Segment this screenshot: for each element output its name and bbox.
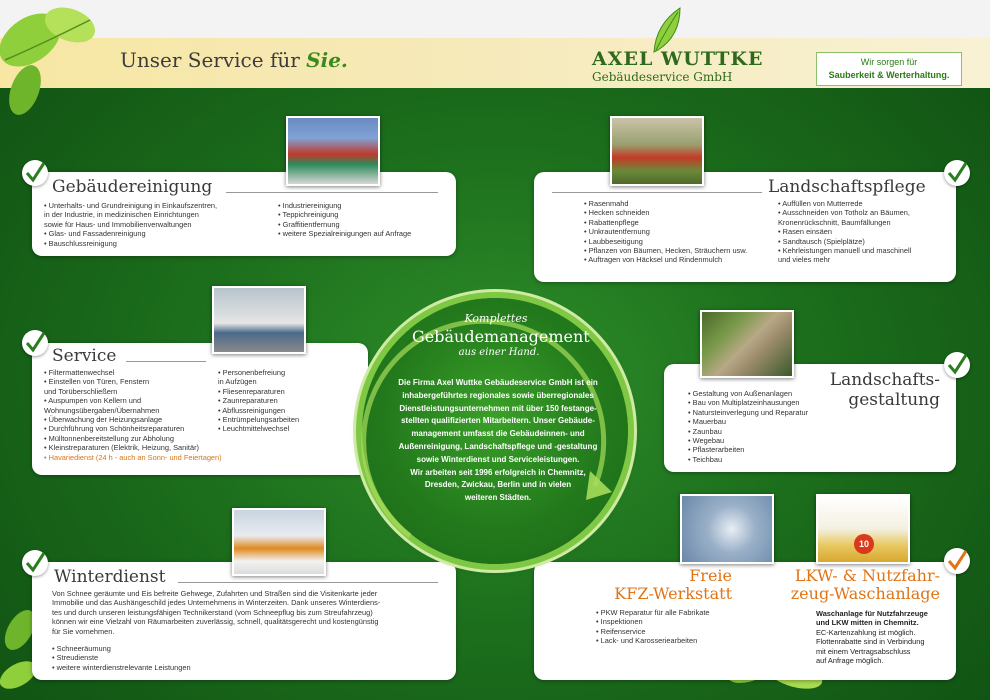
list-item: • Fliesenreparaturen [218, 387, 299, 396]
paragraph-line: für Sie vornehmen. [52, 626, 115, 636]
list-item: • Rabattenpflege [584, 218, 747, 227]
slogan-line-1: Wir sorgen für [860, 57, 918, 67]
list-item: • Industriereinigung [278, 201, 411, 210]
lkw-line: auf Anfrage möglich. [816, 656, 884, 666]
list-item: • Bau von Multiplatzeinhausungen [688, 398, 808, 407]
lkw-bold-line: Waschanlage für Nutzfahrzeuge [816, 609, 928, 618]
list-landschaftsgestaltung [688, 389, 808, 464]
slogan-box [816, 52, 962, 86]
photo-toy-truck [816, 494, 910, 564]
section-title-lkw [760, 567, 940, 603]
paragraph-line: Immobilie und das Aushängeschild jedes Unternehmens in Winterzeiten. Dank unseres Winterdiens- [52, 598, 381, 608]
section-title-gebaeudereinigung: Gebäudereinigung [52, 177, 213, 197]
list-item: • weitere winterdienstrelevante Leistungen [52, 663, 191, 672]
list-item: • Laubbeseitigung [584, 237, 747, 246]
checkmark-icon [22, 550, 48, 576]
list-landschaftspflege-col1 [584, 199, 747, 265]
leaves-decoration-icon [0, 0, 120, 120]
paragraph-line: tes und durch unseren leistungsfähigen Technikerstand (vom Schneepflug bis zum Streufahrzeug) [52, 607, 373, 617]
list-item: • Zaunbau [688, 427, 808, 436]
center-line: management umfasst die Gebäudeinnen- und [411, 429, 585, 439]
center-line: Dienstleistungsunternehmen mit über 150 festange- [399, 403, 597, 413]
list-item: • Bauschlussreinigung [44, 239, 217, 248]
paragraph-line: können wir eine Vielzahl von Räumarbeiten zuverlässig, schnell, qualitätsgerecht und kostengünstig [52, 617, 379, 627]
title-line-2: KFZ-Werkstatt [614, 584, 732, 603]
checkmark-orange-icon [944, 548, 970, 574]
list-service-col2 [218, 368, 299, 434]
list-item: • Teichbau [688, 455, 808, 464]
divider [178, 582, 438, 583]
list-item: und Torüberschließern [44, 386, 118, 396]
section-title-service: Service [52, 346, 117, 366]
list-item: • Kehrleistungen manuell und maschinell [778, 246, 911, 255]
list-item: • Pflanzen von Bäumen, Hecken, Sträuchern usw. [584, 246, 747, 255]
title-line-2: gestaltung [848, 390, 940, 410]
list-item: • Durchführung von Schönheitsreparaturen [44, 424, 222, 433]
section-title-winterdienst: Winterdienst [54, 567, 166, 587]
list-item: • Einstellen von Türen, Fenstern [44, 377, 222, 386]
list-item: • Ausschneiden von Totholz an Bäumen, [778, 208, 911, 217]
page-title [120, 48, 348, 72]
center-line: Die Firma Axel Wuttke Gebäudeservice GmbH ist ein [398, 378, 598, 387]
list-item: Kronenrückschnitt, Baumfällungen [778, 217, 891, 227]
logo-subtitle: Gebäudeservice GmbH [592, 70, 733, 84]
photo-garden-steps [700, 310, 794, 378]
list-item: • Lack- und Karosseriearbeiten [596, 636, 710, 645]
list-item: • Streudienste [52, 653, 191, 662]
divider [126, 361, 206, 362]
list-item: • PKW Reparatur für alle Fabrikate [596, 608, 710, 617]
list-item: • Rasenmahd [584, 199, 747, 208]
list-item: • Abflussreinigungen [218, 406, 299, 415]
checkmark-icon [944, 352, 970, 378]
title-line-1: Landschafts- [829, 370, 940, 390]
lkw-line: mit einem Vertragsabschluss [816, 646, 911, 656]
list-gebaeudereinigung-col1 [44, 201, 217, 248]
section-title-landschaftsgestaltung [800, 370, 940, 410]
title-accent: Sie. [306, 48, 348, 72]
list-item: in Aufzügen [218, 377, 257, 387]
photo-lawnmower [610, 116, 704, 186]
list-item: • Wegebau [688, 436, 808, 445]
center-line: Dresden, Zwickau, Berlin und in vielen [424, 480, 572, 490]
title-line-1: LKW- & Nutzfahr- [794, 566, 940, 585]
list-item: • Gestaltung von Außenanlagen [688, 389, 808, 398]
list-item: • Graffitientfernung [278, 220, 411, 229]
top-bar [0, 0, 990, 38]
section-title-landschaftspflege: Landschaftspflege [768, 177, 926, 197]
divider [552, 192, 762, 193]
list-item: • Havariedienst (24 h - auch an Sonn- und Feiertagen) [44, 453, 222, 462]
list-item: • Filtermattenwechsel [44, 368, 222, 377]
list-landschaftspflege-col2 [778, 199, 911, 265]
list-item: • Kleinstreparaturen (Elektrik, Heizung, Sanitär) [44, 443, 222, 452]
list-item: • Schneeräumung [52, 644, 191, 653]
title-line-2: zeug-Waschanlage [790, 584, 940, 603]
list-item: • Teppichreinigung [278, 210, 411, 219]
checkmark-icon [22, 160, 48, 186]
center-line: inhabergeführtes regionales sowie überregionales [402, 390, 594, 400]
list-item: • Auftragen von Häcksel und Rindenmulch [584, 255, 747, 264]
center-script-top: Komplettes [464, 312, 528, 325]
list-item: sowie für Haus- und Immobilienverwaltungen [44, 219, 192, 229]
list-item: • Personenbefreiung [218, 368, 299, 377]
list-item: Wohnungsübergaben/Übernahmen [44, 405, 160, 415]
checkmark-icon [944, 160, 970, 186]
checkmark-icon [22, 330, 48, 356]
photo-cleaning [286, 116, 380, 186]
lkw-line: Flottenrabatte sind in Verbindung [816, 637, 925, 647]
list-item: • Auffüllen von Mutterrede [778, 199, 911, 208]
logo-name: AXEL WUTTKE [592, 48, 764, 70]
center-script-bottom: aus einer Hand. [458, 347, 540, 358]
list-item: • Reifenservice [596, 627, 710, 636]
center-line: Wir arbeiten seit 1996 erfolgreich in Chemnitz, [410, 467, 586, 477]
center-headline: Gebäudemanagement [412, 327, 590, 346]
list-item: • Leuchtmittelwechsel [218, 424, 299, 433]
photo-tools [680, 494, 774, 564]
logo-leaf-icon [650, 6, 684, 54]
list-item: • Unkrautentfernung [584, 227, 747, 236]
center-line: stellten qualifizierten Mitarbeitern. Unser Gebäude- [401, 416, 595, 426]
list-item: • Glas- und Fassadenreinigung [44, 229, 217, 238]
winterdienst-paragraph [52, 589, 380, 636]
list-item: • weitere Spezialreinigungen auf Anfrage [278, 229, 411, 238]
lkw-description [816, 609, 928, 665]
divider [226, 192, 438, 193]
list-winterdienst [52, 644, 191, 672]
badge-number: 10 [854, 534, 874, 554]
list-item: • Natursteinverlegung und Reparatur [688, 408, 808, 417]
paragraph-line: Von Schnee geräumte und Eis befreite Gehwege, Zufahrten und Straßen sind die Visitenkarte jeder [52, 589, 378, 598]
list-item: • Zaunreparaturen [218, 396, 299, 405]
title-line-1: Freie [689, 566, 732, 585]
list-item: und vieles mehr [778, 255, 831, 265]
list-item: • Mülltonnenbereitstellung zur Abholung [44, 434, 222, 443]
list-item: • Auspumpen von Kellern und [44, 396, 222, 405]
list-item: • Mauerbau [688, 417, 808, 426]
list-item: • Rasen einsäen [778, 227, 911, 236]
photo-snowplow [232, 508, 326, 576]
slogan-line-2: Sauberkeit & Werterhaltung. [828, 70, 950, 80]
list-item: • Entrümpelungsarbeiten [218, 415, 299, 424]
list-item: • Pflasterarbeiten [688, 445, 808, 454]
center-line: weiteren Städten. [464, 493, 532, 503]
list-item: • Inspektionen [596, 617, 710, 626]
center-description [382, 377, 614, 505]
list-item: • Unterhalts- und Grundreinigung in Einkaufszentren, [44, 201, 217, 210]
list-service-col1 [44, 368, 222, 462]
center-line: Außenreinigung, Landschaftspflege und -gestaltung [398, 441, 598, 451]
list-item: in der Industrie, in medizinischen Einrichtungen [44, 210, 199, 220]
lkw-bold-line: und LKW mitten in Chemnitz. [816, 618, 919, 628]
list-item: • Hecken schneiden [584, 208, 747, 217]
list-gebaeudereinigung-col2 [278, 201, 411, 239]
lkw-line: EC-Kartenzahlung ist möglich. [816, 627, 916, 637]
list-item: • Überwachung der Heizungsanlage [44, 415, 222, 424]
list-kfz [596, 608, 710, 646]
list-item: • Sandtausch (Spielplätze) [778, 237, 911, 246]
center-line: sowie Winterdienst und Serviceleistungen. [416, 454, 580, 464]
title-prefix: Unser Service für [120, 48, 300, 72]
photo-vans [212, 286, 306, 354]
